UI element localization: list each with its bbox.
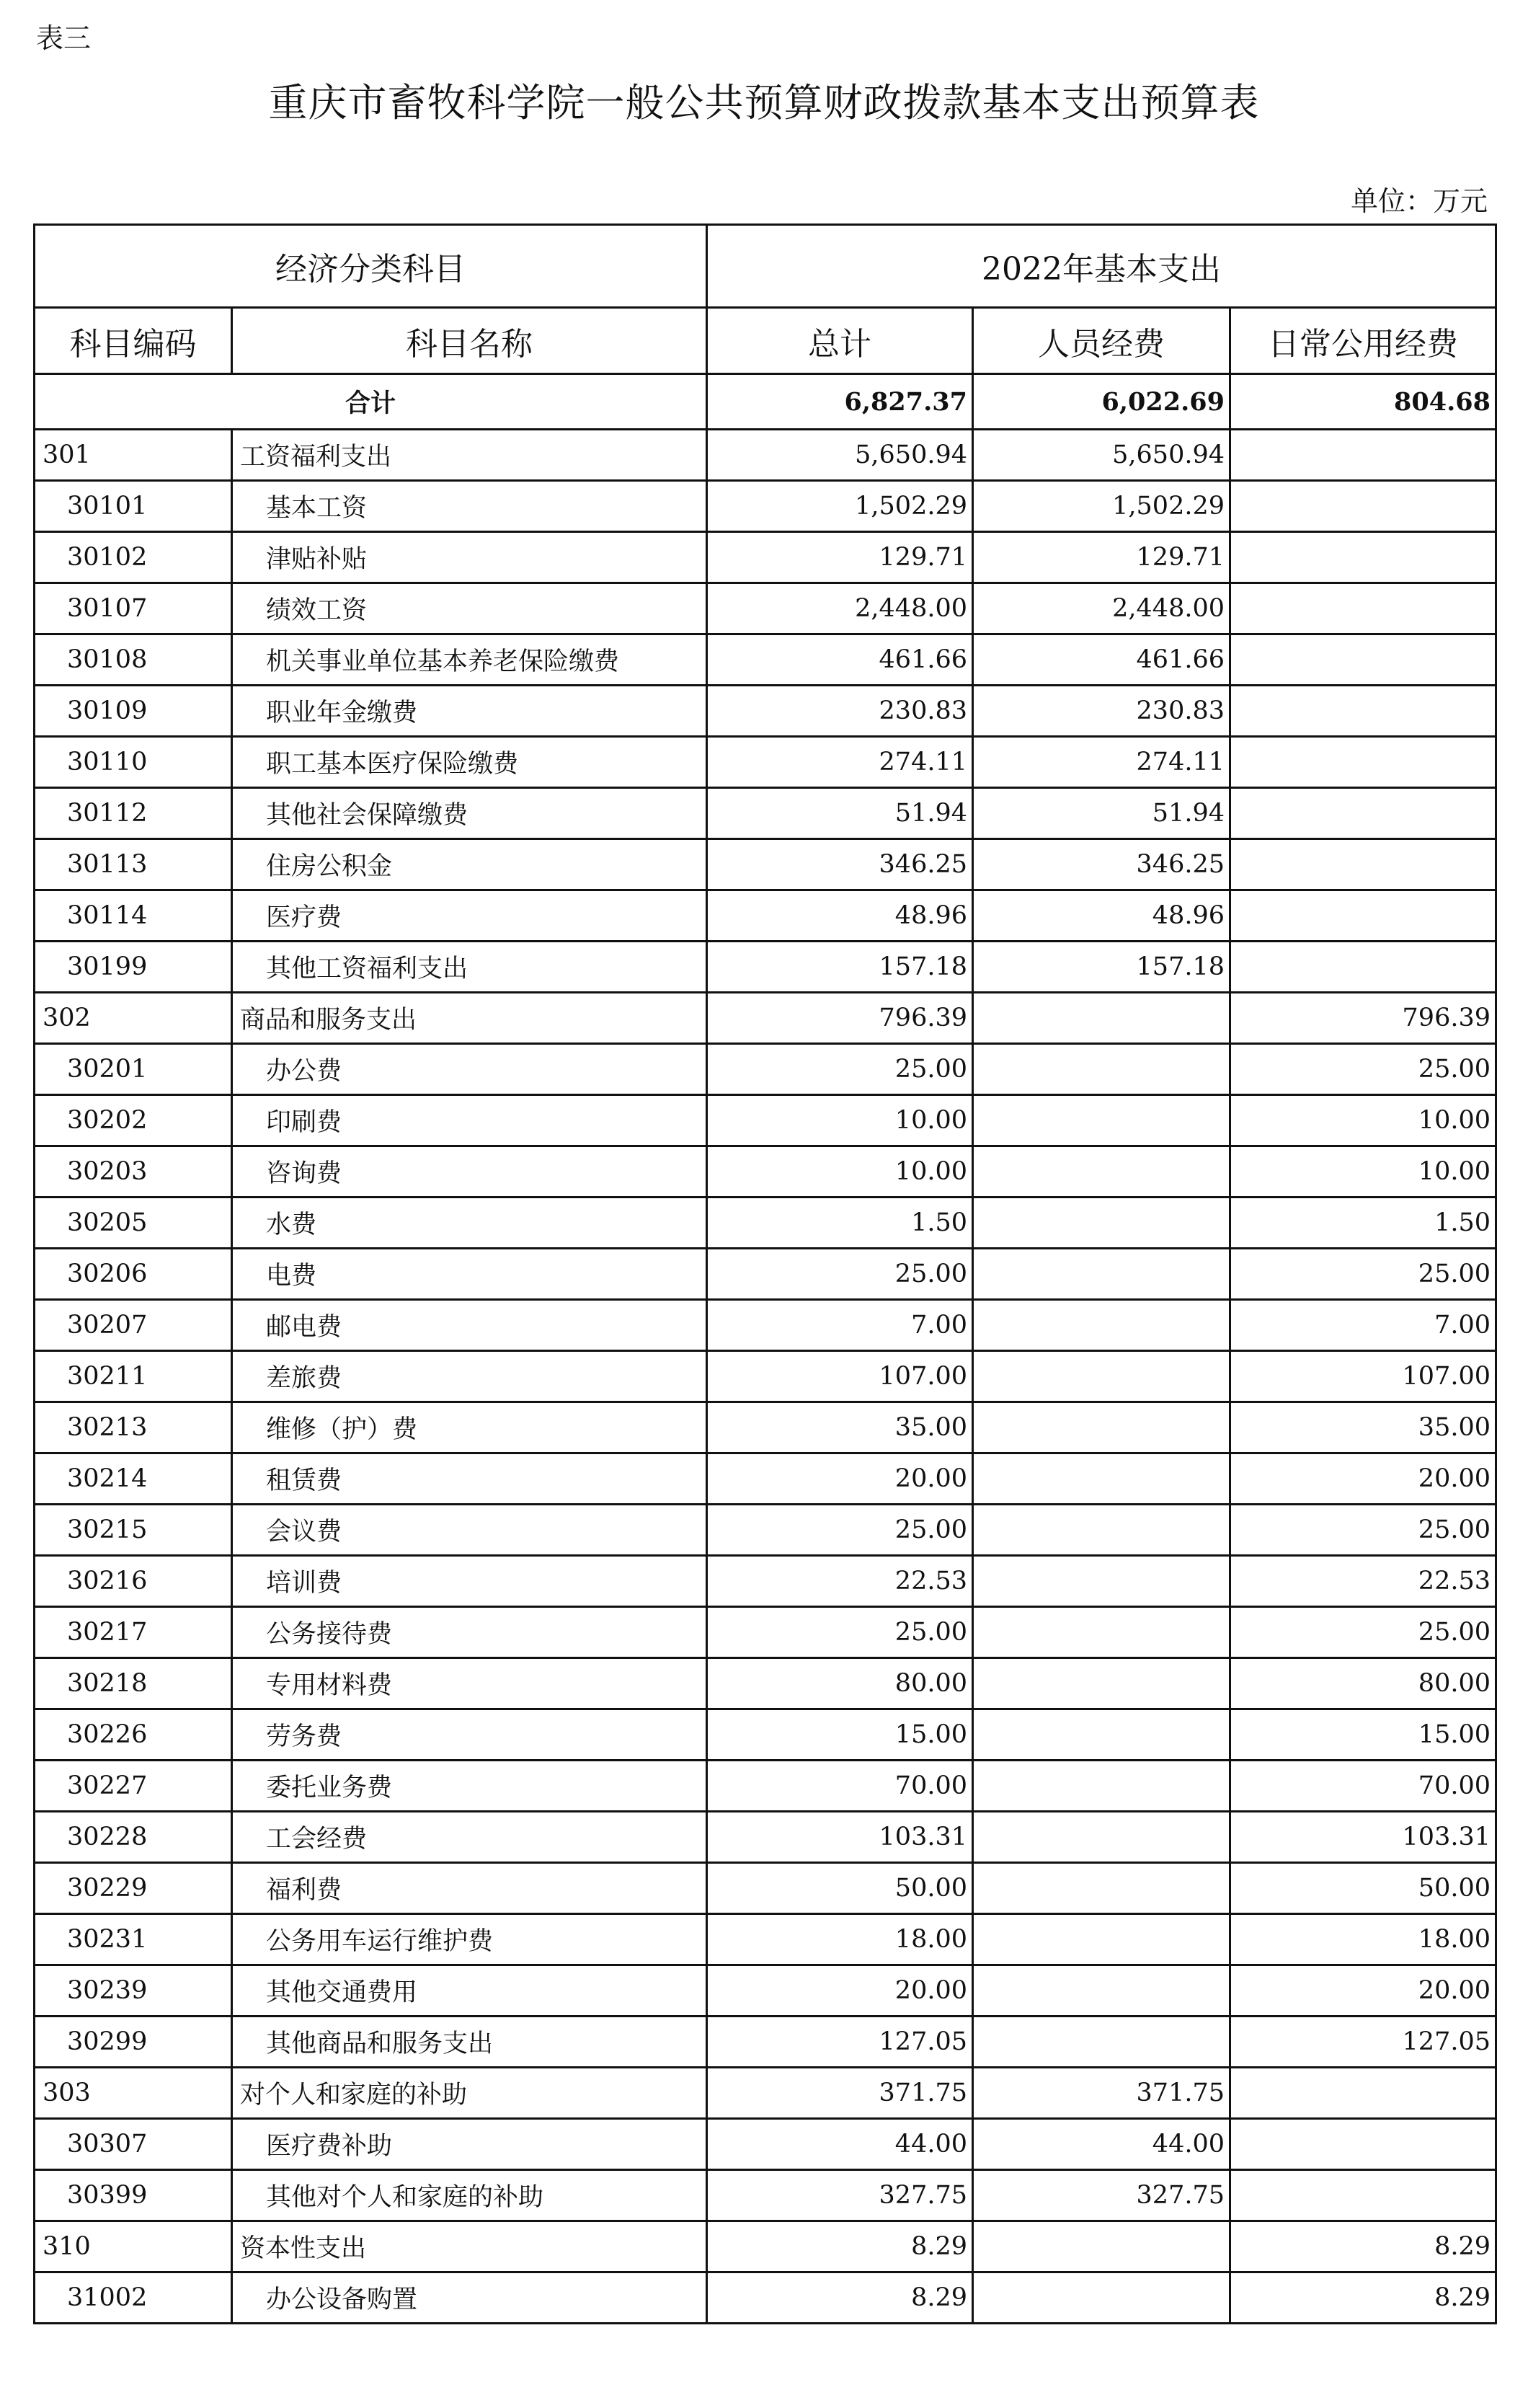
row-public: 22.53: [1230, 1556, 1496, 1607]
table-row: [35, 993, 1496, 1044]
row-code: 30199: [35, 942, 232, 993]
row-name: 专用材料费: [232, 1658, 707, 1709]
row-code: 30101: [35, 481, 232, 532]
row-personnel: [973, 1607, 1230, 1658]
row-code: 30231: [35, 1914, 232, 1965]
table-row: [35, 481, 1496, 532]
page-title: 重庆市畜牧科学院一般公共预算财政拨款基本支出预算表: [268, 80, 1260, 125]
row-public: [1230, 583, 1496, 634]
row-public: 20.00: [1230, 1453, 1496, 1505]
row-code: 30299: [35, 2017, 232, 2068]
row-name: 医疗费: [232, 890, 707, 942]
row-public: [1230, 890, 1496, 942]
table-row: [35, 430, 1496, 481]
row-name: 咨询费: [232, 1146, 707, 1198]
row-public: 127.05: [1230, 2017, 1496, 2068]
row-code: 30227: [35, 1761, 232, 1812]
table-row: [35, 1402, 1496, 1453]
row-public: 10.00: [1230, 1146, 1496, 1198]
row-code: 30229: [35, 1863, 232, 1914]
row-personnel: [973, 1300, 1230, 1351]
table-row: [35, 839, 1496, 890]
row-total: 8.29: [707, 2272, 973, 2324]
table-row: [35, 1095, 1496, 1146]
row-code: 30201: [35, 1044, 232, 1095]
row-total: 274.11: [707, 737, 973, 788]
table-row: [35, 686, 1496, 737]
row-total: 51.94: [707, 788, 973, 839]
row-public: 25.00: [1230, 1249, 1496, 1300]
row-name: 差旅费: [232, 1351, 707, 1402]
row-total: 70.00: [707, 1761, 973, 1812]
row-personnel: [973, 1095, 1230, 1146]
row-name: 工会经费: [232, 1812, 707, 1863]
total-label: 合计: [35, 374, 707, 430]
row-personnel: 327.75: [973, 2170, 1230, 2221]
row-total: 48.96: [707, 890, 973, 942]
table-row: [35, 737, 1496, 788]
row-code: 30112: [35, 788, 232, 839]
row-total: 1,502.29: [707, 481, 973, 532]
row-code: 30239: [35, 1965, 232, 2017]
row-public: 25.00: [1230, 1044, 1496, 1095]
row-name: 对个人和家庭的补助: [232, 2068, 707, 2119]
table-row: [35, 1300, 1496, 1351]
budget-table: [33, 223, 1497, 2324]
table-row: [35, 1863, 1496, 1914]
row-code: 30107: [35, 583, 232, 634]
total-personnel: 6,022.69: [973, 374, 1230, 430]
row-public: 1.50: [1230, 1198, 1496, 1249]
row-name: 委托业务费: [232, 1761, 707, 1812]
row-name: 机关事业单位基本养老保险缴费: [232, 634, 707, 686]
table-row: [35, 583, 1496, 634]
row-total: 346.25: [707, 839, 973, 890]
row-name: 其他商品和服务支出: [232, 2017, 707, 2068]
table-row: [35, 890, 1496, 942]
row-public: 15.00: [1230, 1709, 1496, 1761]
row-code: 303: [35, 2068, 232, 2119]
row-name: 租赁费: [232, 1453, 707, 1505]
row-total: 25.00: [707, 1607, 973, 1658]
row-total: 230.83: [707, 686, 973, 737]
row-personnel: 44.00: [973, 2119, 1230, 2170]
header-public: 日常公用经费: [1230, 308, 1496, 374]
row-name: 商品和服务支出: [232, 993, 707, 1044]
row-personnel: 2,448.00: [973, 583, 1230, 634]
row-public: [1230, 788, 1496, 839]
row-total: 22.53: [707, 1556, 973, 1607]
row-name: 办公设备购置: [232, 2272, 707, 2324]
row-public: 20.00: [1230, 1965, 1496, 2017]
row-name: 办公费: [232, 1044, 707, 1095]
row-name: 邮电费: [232, 1300, 707, 1351]
table-row: [35, 1249, 1496, 1300]
row-total: 2,448.00: [707, 583, 973, 634]
row-name: 电费: [232, 1249, 707, 1300]
row-personnel: [973, 1965, 1230, 2017]
row-public: 103.31: [1230, 1812, 1496, 1863]
row-personnel: 1,502.29: [973, 481, 1230, 532]
row-name: 福利费: [232, 1863, 707, 1914]
row-name: 会议费: [232, 1505, 707, 1556]
header-name: 科目名称: [232, 308, 707, 374]
row-personnel: 157.18: [973, 942, 1230, 993]
row-name: 医疗费补助: [232, 2119, 707, 2170]
row-personnel: 5,650.94: [973, 430, 1230, 481]
row-code: 30218: [35, 1658, 232, 1709]
row-code: 30202: [35, 1095, 232, 1146]
row-public: [1230, 634, 1496, 686]
row-total: 44.00: [707, 2119, 973, 2170]
row-personnel: [973, 2017, 1230, 2068]
row-code: 30114: [35, 890, 232, 942]
row-personnel: 230.83: [973, 686, 1230, 737]
row-public: [1230, 839, 1496, 890]
table-row: [35, 1709, 1496, 1761]
row-public: [1230, 2170, 1496, 2221]
row-personnel: 346.25: [973, 839, 1230, 890]
row-total: 20.00: [707, 1965, 973, 2017]
row-public: 25.00: [1230, 1505, 1496, 1556]
row-public: 8.29: [1230, 2221, 1496, 2272]
table-row: [35, 1556, 1496, 1607]
row-public: [1230, 430, 1496, 481]
row-name: 其他工资福利支出: [232, 942, 707, 993]
table-row: [35, 1351, 1496, 1402]
row-public: 35.00: [1230, 1402, 1496, 1453]
table-row: [35, 2119, 1496, 2170]
row-name: 津贴补贴: [232, 532, 707, 583]
table-row: [35, 1761, 1496, 1812]
row-name: 工资福利支出: [232, 430, 707, 481]
row-name: 其他社会保障缴费: [232, 788, 707, 839]
header-row-group: [35, 225, 1496, 308]
total-public: 804.68: [1230, 374, 1496, 430]
table-row: [35, 2272, 1496, 2324]
row-public: 80.00: [1230, 1658, 1496, 1709]
row-personnel: 274.11: [973, 737, 1230, 788]
row-code: 30228: [35, 1812, 232, 1863]
row-code: 30205: [35, 1198, 232, 1249]
row-personnel: 48.96: [973, 890, 1230, 942]
row-personnel: [973, 1198, 1230, 1249]
row-total: 327.75: [707, 2170, 973, 2221]
row-name: 公务用车运行维护费: [232, 1914, 707, 1965]
row-total: 103.31: [707, 1812, 973, 1863]
table-tag: 表三: [36, 22, 92, 54]
row-personnel: [973, 1453, 1230, 1505]
row-total: 18.00: [707, 1914, 973, 1965]
header-total: 总计: [707, 308, 973, 374]
row-code: 30213: [35, 1402, 232, 1453]
row-code: 30110: [35, 737, 232, 788]
row-total: 25.00: [707, 1249, 973, 1300]
row-public: 18.00: [1230, 1914, 1496, 1965]
table-row: [35, 2017, 1496, 2068]
row-public: 107.00: [1230, 1351, 1496, 1402]
row-name: 绩效工资: [232, 583, 707, 634]
row-code: 30109: [35, 686, 232, 737]
row-total: 1.50: [707, 1198, 973, 1249]
row-code: 30211: [35, 1351, 232, 1402]
row-total: 127.05: [707, 2017, 973, 2068]
row-personnel: 129.71: [973, 532, 1230, 583]
table-row: [35, 2068, 1496, 2119]
header-row-columns: [35, 308, 1496, 374]
row-personnel: [973, 1863, 1230, 1914]
row-public: 8.29: [1230, 2272, 1496, 2324]
table-row: [35, 1505, 1496, 1556]
row-code: 301: [35, 430, 232, 481]
total-row: [35, 374, 1496, 430]
table-row: [35, 1914, 1496, 1965]
row-personnel: [973, 1761, 1230, 1812]
row-code: 30215: [35, 1505, 232, 1556]
row-total: 25.00: [707, 1044, 973, 1095]
row-name: 职业年金缴费: [232, 686, 707, 737]
row-public: [1230, 686, 1496, 737]
table-row: [35, 1607, 1496, 1658]
row-code: 30307: [35, 2119, 232, 2170]
row-public: 70.00: [1230, 1761, 1496, 1812]
table-row: [35, 1044, 1496, 1095]
row-public: 25.00: [1230, 1607, 1496, 1658]
table-row: [35, 634, 1496, 686]
row-name: 基本工资: [232, 481, 707, 532]
row-personnel: 371.75: [973, 2068, 1230, 2119]
row-total: 129.71: [707, 532, 973, 583]
row-name: 维修（护）费: [232, 1402, 707, 1453]
row-total: 50.00: [707, 1863, 973, 1914]
header-personnel: 人员经费: [973, 308, 1230, 374]
row-personnel: [973, 1658, 1230, 1709]
row-code: 30108: [35, 634, 232, 686]
row-personnel: 461.66: [973, 634, 1230, 686]
row-public: [1230, 2068, 1496, 2119]
row-code: 30214: [35, 1453, 232, 1505]
header-basic-expenditure: 2022年基本支出: [707, 225, 1496, 308]
row-code: 30207: [35, 1300, 232, 1351]
row-code: 30226: [35, 1709, 232, 1761]
row-name: 印刷费: [232, 1095, 707, 1146]
row-public: 7.00: [1230, 1300, 1496, 1351]
row-code: 30217: [35, 1607, 232, 1658]
row-personnel: [973, 1146, 1230, 1198]
table-row: [35, 1965, 1496, 2017]
row-total: 7.00: [707, 1300, 973, 1351]
row-public: 10.00: [1230, 1095, 1496, 1146]
row-total: 796.39: [707, 993, 973, 1044]
table-row: [35, 1812, 1496, 1863]
row-name: 资本性支出: [232, 2221, 707, 2272]
row-name: 其他对个人和家庭的补助: [232, 2170, 707, 2221]
row-code: 31002: [35, 2272, 232, 2324]
row-total: 371.75: [707, 2068, 973, 2119]
table-row: [35, 1453, 1496, 1505]
table-row: [35, 532, 1496, 583]
row-personnel: [973, 1914, 1230, 1965]
row-name: 培训费: [232, 1556, 707, 1607]
row-public: 796.39: [1230, 993, 1496, 1044]
row-code: 30113: [35, 839, 232, 890]
row-personnel: [973, 2272, 1230, 2324]
row-public: [1230, 737, 1496, 788]
table-row: [35, 942, 1496, 993]
table-row: [35, 2221, 1496, 2272]
row-name: 其他交通费用: [232, 1965, 707, 2017]
row-total: 35.00: [707, 1402, 973, 1453]
row-code: 30102: [35, 532, 232, 583]
row-code: 30399: [35, 2170, 232, 2221]
row-personnel: [973, 1709, 1230, 1761]
table-row: [35, 1146, 1496, 1198]
row-code: 310: [35, 2221, 232, 2272]
row-total: 15.00: [707, 1709, 973, 1761]
row-personnel: [973, 2221, 1230, 2272]
row-personnel: [973, 1044, 1230, 1095]
row-code: 30216: [35, 1556, 232, 1607]
row-code: 302: [35, 993, 232, 1044]
row-total: 157.18: [707, 942, 973, 993]
header-code: 科目编码: [35, 308, 232, 374]
row-total: 107.00: [707, 1351, 973, 1402]
row-total: 25.00: [707, 1505, 973, 1556]
row-personnel: [973, 1812, 1230, 1863]
row-total: 5,650.94: [707, 430, 973, 481]
row-public: [1230, 942, 1496, 993]
row-total: 8.29: [707, 2221, 973, 2272]
row-personnel: [973, 1402, 1230, 1453]
row-name: 劳务费: [232, 1709, 707, 1761]
row-public: [1230, 532, 1496, 583]
unit-label: 单位：万元: [1350, 185, 1488, 217]
row-name: 职工基本医疗保险缴费: [232, 737, 707, 788]
table-row: [35, 2170, 1496, 2221]
table-row: [35, 788, 1496, 839]
table-row: [35, 1198, 1496, 1249]
row-public: 50.00: [1230, 1863, 1496, 1914]
row-code: 30206: [35, 1249, 232, 1300]
row-public: [1230, 481, 1496, 532]
header-economic-category: 经济分类科目: [35, 225, 707, 308]
total-sum: 6,827.37: [707, 374, 973, 430]
row-total: 10.00: [707, 1095, 973, 1146]
row-name: 水费: [232, 1198, 707, 1249]
row-personnel: [973, 1505, 1230, 1556]
row-personnel: [973, 1249, 1230, 1300]
row-name: 住房公积金: [232, 839, 707, 890]
row-personnel: 51.94: [973, 788, 1230, 839]
row-name: 公务接待费: [232, 1607, 707, 1658]
row-total: 80.00: [707, 1658, 973, 1709]
row-total: 20.00: [707, 1453, 973, 1505]
row-total: 461.66: [707, 634, 973, 686]
row-total: 10.00: [707, 1146, 973, 1198]
row-public: [1230, 2119, 1496, 2170]
row-code: 30203: [35, 1146, 232, 1198]
row-personnel: [973, 993, 1230, 1044]
row-personnel: [973, 1351, 1230, 1402]
row-personnel: [973, 1556, 1230, 1607]
table-row: [35, 1658, 1496, 1709]
